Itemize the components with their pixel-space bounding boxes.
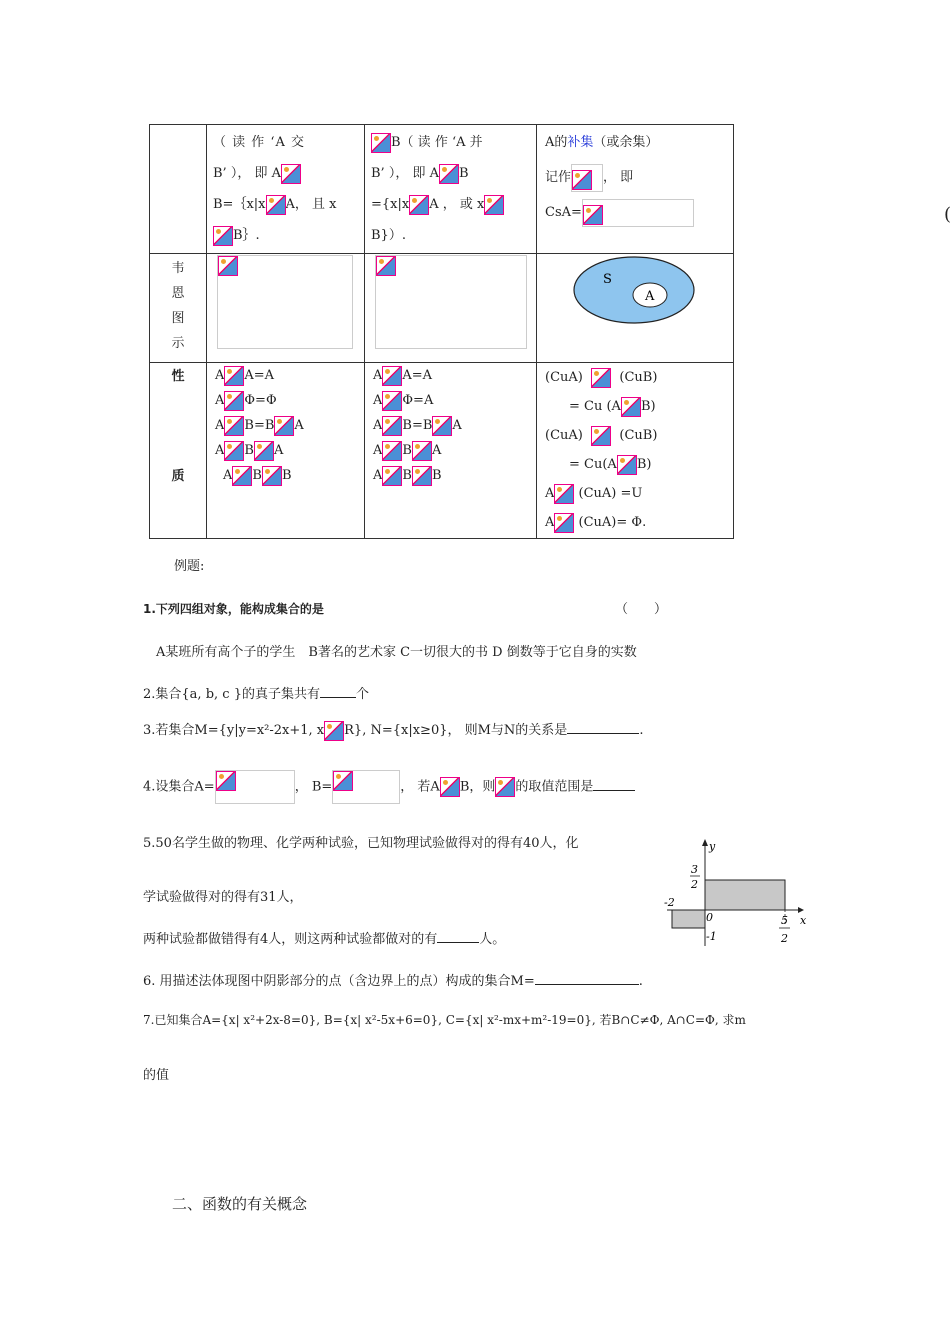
universal-set-label: S xyxy=(603,272,612,287)
y-axis-label: y xyxy=(709,840,716,853)
question-5-line-2: 学试验做得对的得有31人， xyxy=(143,890,303,905)
question-7-tail: 的值 xyxy=(143,1068,170,1083)
image-frame xyxy=(215,770,295,804)
question-text: ， B= xyxy=(294,779,333,795)
venn-row-label xyxy=(150,254,207,363)
broken-image-icon xyxy=(412,441,432,461)
broken-image-icon xyxy=(409,195,429,215)
prop-text: (CuA) xyxy=(545,428,583,443)
prop-text: B=B xyxy=(402,418,433,433)
prop-text: B) xyxy=(640,399,656,414)
prop-text: A xyxy=(373,393,383,408)
shaded-rect-left xyxy=(672,910,705,928)
question-text: 2.集合{a, b, c }的真子集共有 xyxy=(143,687,320,702)
denote-label: 记作 xyxy=(545,170,572,185)
broken-image-icon xyxy=(371,133,391,153)
question-1-options: A某班所有高个子的学生 B著名的艺术家 C一切很大的书 D 倒数等于它自身的实数 xyxy=(156,645,637,660)
prop-text: A xyxy=(373,468,383,483)
prop-text: = Cu(A xyxy=(569,457,617,472)
label-char: 性 xyxy=(171,369,185,384)
broken-image-icon xyxy=(218,256,238,276)
question-7: 7.已知集合A={x| x²+2x-8=0}, B={x| x²-5x+6=0}, C={x| x²-mx+m²-19=0}, 若B∩C≠Φ, A∩C=Φ, 求m xyxy=(143,1013,746,1027)
broken-image-icon xyxy=(376,256,396,276)
question-text: 3.若集合M={y|y=x²-2x+1, x xyxy=(143,723,325,738)
intersection-properties-cell xyxy=(207,363,365,539)
union-definition-cell xyxy=(365,125,537,254)
broken-image-icon xyxy=(266,195,286,215)
broken-image-icon xyxy=(572,170,592,190)
broken-image-icon xyxy=(617,455,637,475)
y-axis-arrow xyxy=(702,839,708,846)
x-tick-denominator: 2 xyxy=(781,932,788,945)
prop-text: A xyxy=(373,418,383,433)
properties-row-label xyxy=(150,363,207,539)
broken-image-icon xyxy=(213,226,233,246)
question-2 xyxy=(143,683,369,702)
prop-text: A xyxy=(545,515,555,530)
y-tick-negative: -1 xyxy=(706,930,717,943)
union-text: B’ ）， 即 A xyxy=(371,166,439,181)
x-axis-arrow xyxy=(798,907,804,913)
question-5-line-3 xyxy=(143,928,505,947)
prop-text: B xyxy=(402,468,412,483)
broken-image-icon xyxy=(382,366,402,386)
prop-text: A xyxy=(431,443,442,458)
set-operations-table xyxy=(149,124,734,539)
image-frame xyxy=(217,255,353,349)
intersection-venn-cell xyxy=(207,254,365,363)
prop-text: (CuB) xyxy=(619,370,658,385)
shaded-rect-right xyxy=(705,880,785,910)
question-text: ， 若A xyxy=(400,779,440,795)
clipped-paren: ( xyxy=(944,204,951,225)
broken-image-icon xyxy=(382,416,402,436)
prop-text: A xyxy=(373,443,383,458)
x-tick-numerator: 5 xyxy=(781,914,788,927)
broken-image-icon xyxy=(621,397,641,417)
prop-text: B) xyxy=(636,457,652,472)
y-tick-numerator: 3 xyxy=(691,863,698,876)
cs-label: CsA= xyxy=(545,205,582,220)
complement-prefix: A的 xyxy=(545,135,568,150)
question-text: 个 xyxy=(355,687,369,702)
complement-properties-cell xyxy=(537,363,734,539)
broken-image-icon xyxy=(382,441,402,461)
union-properties-cell xyxy=(365,363,537,539)
prop-text: A=A xyxy=(402,368,433,383)
x-tick-negative: -2 xyxy=(664,896,675,909)
broken-image-icon xyxy=(262,466,282,486)
prop-text: (CuA)= Φ. xyxy=(578,515,647,530)
label-char: 恩 xyxy=(171,286,185,301)
broken-image-icon xyxy=(224,391,244,411)
prop-text: B xyxy=(431,468,442,483)
question-4 xyxy=(143,770,635,804)
broken-image-icon xyxy=(224,366,244,386)
prop-text: A xyxy=(273,443,284,458)
question-text: 6. 用描述法体现图中阴影部分的点（含边界上的点）构成的集合M= xyxy=(143,974,535,989)
label-char: 示 xyxy=(171,336,185,351)
prop-text: A xyxy=(373,368,383,383)
broken-image-icon xyxy=(440,777,460,797)
intersection-definition-cell xyxy=(207,125,365,254)
prop-text: A xyxy=(223,468,233,483)
denote-end: ， 即 xyxy=(603,170,634,185)
image-frame xyxy=(571,164,603,192)
label-char: 韦 xyxy=(171,261,185,276)
question-text: B，则 xyxy=(459,779,496,795)
row-header-definition xyxy=(150,125,207,254)
question-text: 人。 xyxy=(479,932,506,947)
y-tick-denominator: 2 xyxy=(691,878,698,891)
complement-term: 补集 xyxy=(567,135,594,150)
prop-text: A xyxy=(215,368,225,383)
broken-image-icon xyxy=(382,466,402,486)
answer-blank xyxy=(320,685,356,698)
broken-image-icon xyxy=(333,771,353,791)
question-6: 6. 用描述法体现图中阴影部分的点（含边界上的点）构成的集合M= . xyxy=(143,974,643,989)
prop-text: B=B xyxy=(244,418,275,433)
broken-image-icon xyxy=(224,441,244,461)
image-frame xyxy=(582,199,694,227)
union-text: A ， 或 x xyxy=(429,197,485,212)
question-text: R}, N={x|x≥0}， 则M与N的关系是 xyxy=(344,723,568,738)
union-text: B（ 读 作 ‘A 并 xyxy=(391,135,483,150)
prop-text: A xyxy=(215,418,225,433)
prop-text: A xyxy=(452,418,462,433)
answer-blank xyxy=(593,778,635,791)
question-5-line-1: 5.50名学生做的物理、化学两种试验，已知物理试验做得对的得有40人，化 xyxy=(143,836,579,851)
prop-text: B xyxy=(252,468,262,483)
prop-text: A xyxy=(215,393,225,408)
prop-text: B xyxy=(402,443,412,458)
complement-suffix: （或余集） xyxy=(593,135,659,150)
question-text: 的取值范围是 xyxy=(515,779,594,795)
prop-text: A xyxy=(215,443,225,458)
image-frame xyxy=(332,770,400,804)
broken-image-icon xyxy=(432,416,452,436)
intersection-text: B’ ）， 即 A xyxy=(213,166,281,181)
label-char: 图 xyxy=(171,311,185,326)
question-1: 1.下列四组对象，能构成集合的是 xyxy=(143,602,324,616)
origin-label: 0 xyxy=(706,911,713,924)
broken-image-icon xyxy=(439,164,459,184)
set-a-label: A xyxy=(645,289,655,304)
intersection-text: A， 且 x xyxy=(285,197,337,212)
question-3: 3.若集合M={y|y=x²-2x+1, x R}, N={x|x≥0}， 则M与N的关系是 . xyxy=(143,719,643,741)
broken-image-icon xyxy=(554,513,574,533)
question-1-answer-paren: （ ） xyxy=(615,602,668,617)
broken-image-icon xyxy=(324,721,344,741)
broken-image-icon xyxy=(495,777,515,797)
x-axis-label: x xyxy=(800,914,807,927)
prop-text: A xyxy=(545,486,555,501)
intersection-text: B｝. xyxy=(233,228,260,243)
broken-image-icon xyxy=(281,164,301,184)
prop-text: Φ=Φ xyxy=(244,393,277,408)
broken-image-icon xyxy=(412,466,432,486)
label-char: 质 xyxy=(171,469,185,484)
prop-text: (CuA) =U xyxy=(578,486,643,501)
answer-blank xyxy=(535,972,639,985)
prop-text: A=A xyxy=(244,368,275,383)
section-heading: 二、函数的有关概念 xyxy=(172,1195,308,1213)
complement-definition-cell xyxy=(537,125,734,254)
complement-venn-cell xyxy=(537,254,734,363)
complement-venn-diagram xyxy=(537,254,733,350)
prop-text: B xyxy=(281,468,292,483)
prop-text: Φ=A xyxy=(402,393,434,408)
answer-blank xyxy=(437,930,479,943)
broken-image-icon xyxy=(583,205,603,225)
broken-image-icon xyxy=(274,416,294,436)
prop-text: (CuB) xyxy=(619,428,658,443)
broken-image-icon xyxy=(484,195,504,215)
broken-image-icon xyxy=(216,771,236,791)
union-venn-cell xyxy=(365,254,537,363)
union-text: B xyxy=(458,166,469,181)
broken-image-icon xyxy=(232,466,252,486)
image-frame xyxy=(375,255,527,349)
intersection-text: （ 读 作 ‘A 交 xyxy=(213,135,306,150)
answer-blank xyxy=(567,721,639,734)
intersection-text: B=｛x|x xyxy=(213,197,266,212)
examples-heading: 例题: xyxy=(174,559,205,574)
question-text: 两种试验都做错得有4人，则这两种试验都做对的有 xyxy=(143,932,438,947)
broken-image-icon xyxy=(554,484,574,504)
question-text: 4.设集合A= xyxy=(143,779,215,795)
prop-text: A xyxy=(294,418,304,433)
union-text: ={x|x xyxy=(371,197,410,212)
broken-image-icon xyxy=(224,416,244,436)
broken-image-icon xyxy=(591,426,611,446)
prop-text: B xyxy=(244,443,254,458)
broken-image-icon xyxy=(254,441,274,461)
shaded-region-graph xyxy=(655,836,815,948)
broken-image-icon xyxy=(591,368,611,388)
broken-image-icon xyxy=(382,391,402,411)
prop-text: = Cu (A xyxy=(569,399,621,414)
prop-text: (CuA) xyxy=(545,370,583,385)
union-text: B}）. xyxy=(371,228,406,243)
